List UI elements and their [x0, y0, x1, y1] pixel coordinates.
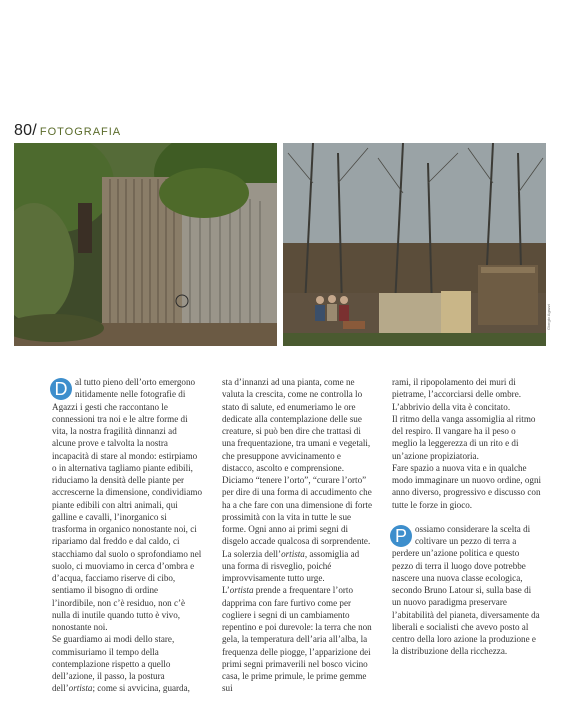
paragraph-text: Se guardiamo ai modi dello stare, commisuriamo il tempo della contemplazione rispetto a quello dell’azione, il passo, la postura dell’: [52, 634, 175, 694]
paragraph: [52, 633, 202, 694]
article-column-1: [52, 376, 202, 695]
paragraph: Diciamo “tenere l’orto”, “curare l’orto” per dire di una forma di accudimento che ha a che fare con una dimensione di forte prossimità con la vita in tutte le sue forme. Ogni anno ai primi segni di disgelo accade qualcosa di sorprendente.: [222, 475, 372, 547]
italic-term: ortista: [68, 683, 93, 694]
paragraph-text: ; come si avvicina, guarda,: [92, 683, 190, 694]
paragraph: Fare spazio a nuova vita e in qualche modo immaginare un nuovo ordine, ogni anno diverso, progressivo e discusso con tutte le forze in gioco.: [392, 462, 542, 510]
paragraph-gap: [392, 511, 542, 523]
garden-people-photo: [283, 143, 546, 346]
page-header: [14, 122, 121, 140]
italic-term: ortista: [281, 548, 305, 559]
wooden-gate-photo: [14, 143, 277, 346]
paragraph: sta d’innanzi ad una pianta, come ne valuta la crescita, come ne controlla lo stato di salute, ed enumeriamo le ore dedicate alla contemplazione delle sue creature, si può ben dire che trattasi di una frequentazione, tra umani e vegetali, che presuppone avvicinamento e distacco, ascolto e comprensione.: [222, 377, 371, 473]
italic-term: ortista: [229, 585, 254, 596]
drop-cap: D: [50, 378, 72, 400]
paragraph: rami, il ripopolamento dei muri di pietrame, l’accorciarsi delle ombre. L’abbrivio della vita è concitato.: [392, 377, 522, 412]
drop-cap: P: [390, 525, 412, 547]
paragraph: [222, 584, 372, 694]
paragraph-text: prende a frequentare l’orto dapprima con fare furtivo come per cogliere i segni di un cambiamento repentino e poi durevole: la terra che non gela, la temperatura dell’aria all’alba, la frequenza delle piogge, l’apparizione dei primi segni primaverili nel bosco vicino casa, le prime primule, le prime gemme sui: [222, 585, 372, 694]
page-number: 80/: [14, 122, 37, 139]
paragraph-text: ossiamo considerare la scelta di coltivare un pezzo di terra a perdere un’azione politica e questo pezzo di terra il luogo dove potrebbe nascere una nuova classe ecologica, secondo Bruno Latour si, sulla base di un nuovo paradigma preservare l’abitabilità del pianeta, diversamente da liberali e socialisti che avevo posto al centro della loro azione la produzione e la distribuzione della ricchezza.: [392, 523, 540, 657]
paragraph-text: La solerzia dell’: [222, 548, 282, 559]
section-title: FOTOGRAFIA: [39, 126, 122, 138]
article-column-3: [392, 376, 542, 658]
photo-credit: Giorgio Agazzi: [546, 304, 551, 330]
paragraph: Il ritmo della vanga assomiglia al ritmo del respiro. Il vangare ha il peso o meglio la leggerezza di un rito e di un’azione propiziatoria.: [392, 413, 536, 461]
paragraph-text: al tutto pieno dell’orto emergono nitidamente nelle fotografie di Agazzi i gesti che raccontano le connessioni tra noi e le altre forme di vita, la nostra fragilità dinnanzi ad alcune prove e talvolta la nostra incapacità di stare al mondo: estirpiamo o in alternativa tagliamo piante edibili, riduciamo la densità delle piante per accrescerne la dimensione, condividiamo piante edibili con altri animali, qui galline e cavalli, l’inorganico si trasforma in organico nonostante noi, ci ripariamo dal freddo e dal caldo, ci stacchiamo dal suolo o sprofondiamo nel suolo, ci muoviamo in cerca d’ombra e d’acqua, facciamo riserve di cibo, sentiamo il bisogno di ordine l’inordibile, non c’è residuo, non c’è nulla di inutile quando tutto è vivo, nonostante noi.: [52, 377, 202, 632]
paragraph: [222, 548, 372, 585]
paragraph: [52, 376, 202, 633]
article-column-2: [222, 376, 372, 695]
paragraph-text: L’: [222, 585, 230, 596]
paragraph-text: , assomiglia ad una forma di risveglio, poiché improvvisamente tutto urge.: [222, 548, 360, 583]
paragraph: [392, 523, 542, 658]
